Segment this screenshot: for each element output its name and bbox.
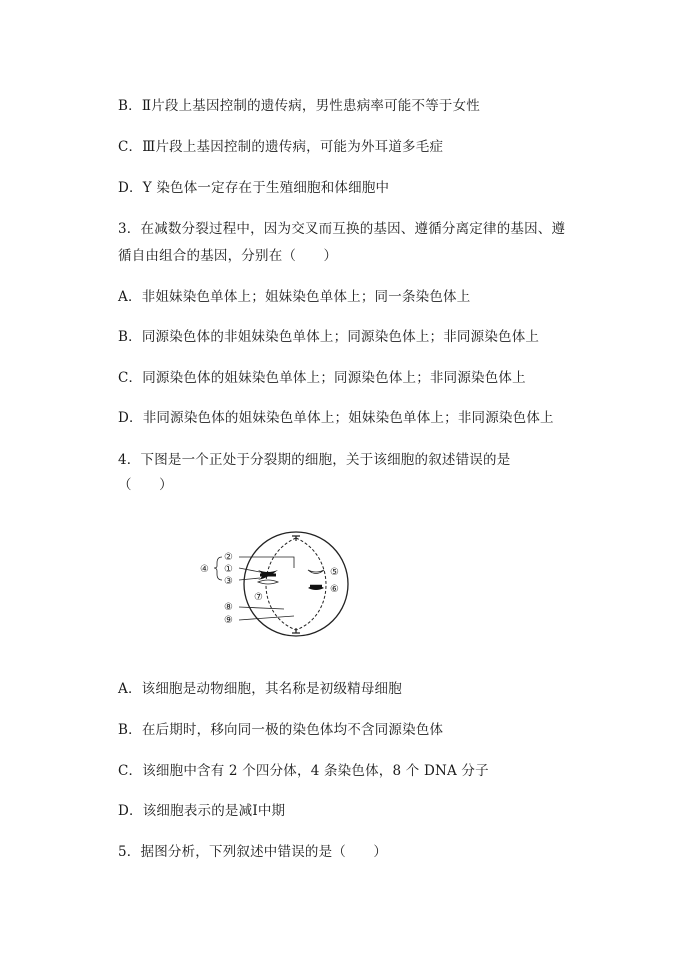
label-2: ② [224, 552, 233, 563]
option-b-q4: B．在后期时，移向同一极的染色体均不含同源染色体 [118, 722, 444, 738]
label-4: ④ [200, 564, 209, 575]
cell-diagram [196, 530, 366, 640]
question-4-line2: （ ） [118, 477, 173, 493]
centriole-bottom [292, 628, 300, 633]
label-7: ⑦ [254, 592, 263, 603]
chromosome-pair-right [308, 570, 324, 590]
option-c-q3: C．同源染色体的姐妹染色单体上；同源染色体上；非同源染色体上 [118, 370, 526, 386]
question-3-line2: 循自由组合的基因，分别在（ ） [118, 248, 338, 264]
option-d-q2: D．Y 染色体一定存在于生殖细胞和体细胞中 [118, 180, 390, 196]
chromosome-white-right [308, 570, 324, 574]
label-9: ⑨ [224, 615, 233, 626]
leader-9 [239, 616, 294, 620]
option-a-q4: A．该细胞是动物细胞，其名称是初级精母细胞 [118, 681, 402, 697]
option-d-q3: D．非同源染色体的姐妹染色单体上；姐妹染色单体上；非同源染色体上 [118, 410, 554, 426]
leader-8 [239, 607, 284, 609]
chromosome-pair-left [258, 570, 278, 584]
leader-1 [239, 568, 260, 572]
label-5: ⑤ [330, 567, 339, 578]
spindle-right [296, 538, 326, 630]
leader-3 [239, 578, 260, 580]
question-4-line1: 4．下图是一个正处于分裂期的细胞，关于该细胞的叙述错误的是 [118, 452, 511, 468]
option-a-q3: A．非姐妹染色单体上；姐妹染色单体上；同一条染色体上 [118, 289, 471, 305]
option-c-q2: C．Ⅲ片段上基因控制的遗传病，可能为外耳道多毛症 [118, 139, 444, 155]
chromosome-white-left [258, 580, 278, 584]
question-3-line1: 3．在减数分裂过程中，因为交叉而互换的基因、遵循分离定律的基因、遵 [118, 221, 566, 237]
question-5: 5．据图分析，下列叙述中错误的是（ ） [118, 844, 388, 860]
option-b-q2: B．Ⅱ片段上基因控制的遗传病，男性患病率可能不等于女性 [118, 98, 480, 114]
label-3: ③ [224, 576, 233, 587]
label-1: ① [224, 564, 233, 575]
brace-4 [214, 557, 222, 580]
centriole-top [292, 536, 300, 541]
cell-division-figure [196, 530, 366, 640]
option-b-q3: B．同源染色体的非姐妹染色单体上；同源染色体上；非同源染色体上 [118, 329, 540, 345]
label-6: ⑥ [330, 584, 339, 595]
label-8: ⑧ [224, 602, 233, 613]
option-c-q4: C．该细胞中含有 2 个四分体，4 条染色体，8 个 DNA 分子 [118, 763, 489, 779]
option-d-q4: D．该细胞表示的是减Ⅰ中期 [118, 803, 286, 819]
